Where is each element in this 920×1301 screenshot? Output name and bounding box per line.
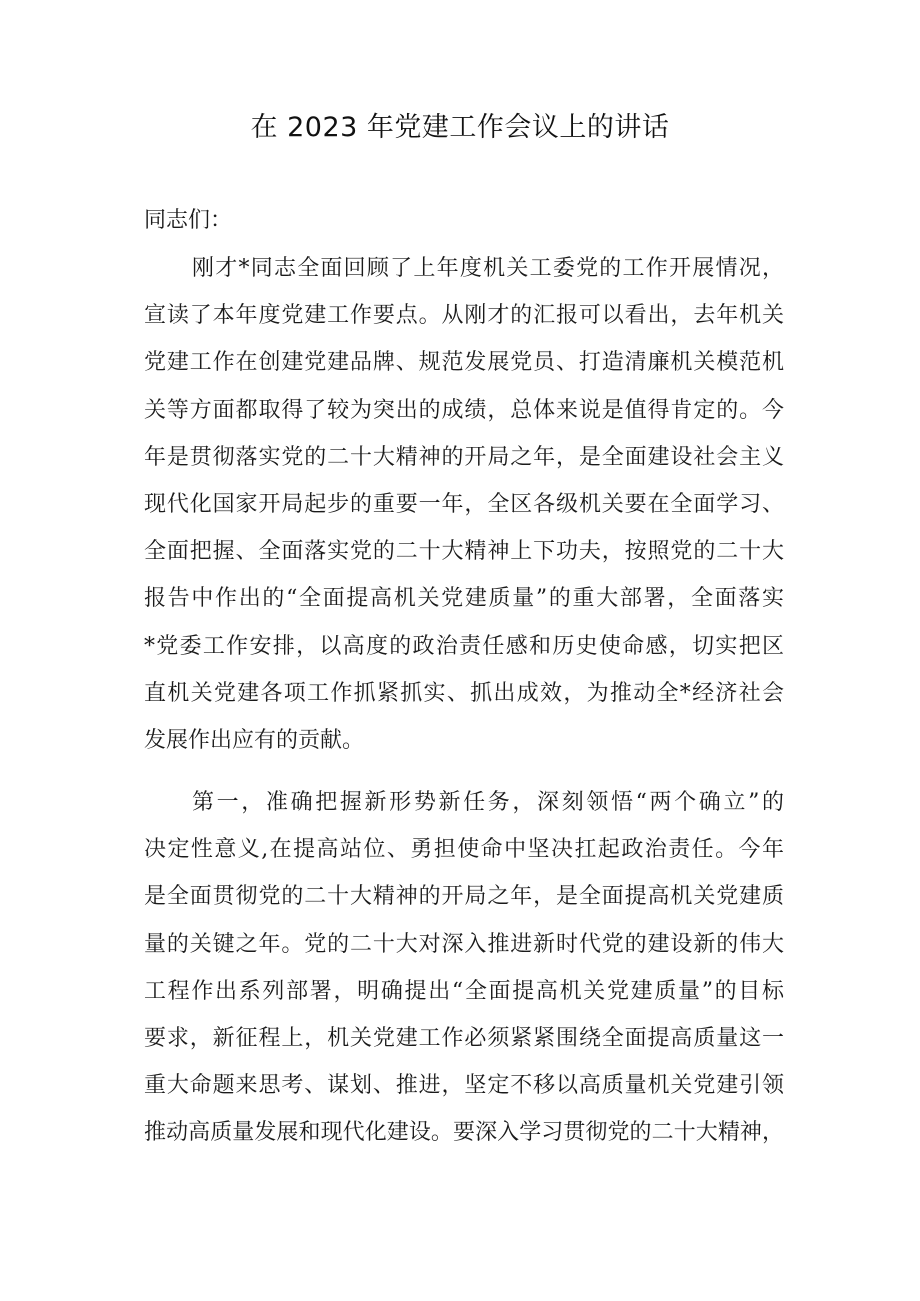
paragraph-line: 发展作出应有的贡献。 xyxy=(144,727,365,753)
paragraph-line: *党委工作安排，以高度的政治责任感和历史使命感，切实把区 xyxy=(144,633,784,659)
paragraph-line: 刚才*同志全面回顾了上年度机关工委党的工作开展情况， xyxy=(192,256,784,281)
paragraph-line: 宣读了本年度党建工作要点。从刚才的汇报可以看出，去年机关 xyxy=(144,303,784,329)
paragraph-line: 决定性意义,在提高站位、勇担使命中坚决扛起政治责任。今年 xyxy=(144,837,784,863)
paragraph-line: 推动高质量发展和现代化建设。要深入学习贯彻党的二十大精神， xyxy=(144,1120,784,1146)
paragraph-line: 要求，新征程上，机关党建工作必须紧紧围绕全面提高质量这一 xyxy=(144,1025,784,1051)
paragraph-line: 工程作出系列部署，明确提出“全面提高机关党建质量”的目标 xyxy=(144,978,784,1004)
paragraph-1 xyxy=(144,245,784,764)
paragraph-line: 重大命题来思考、谋划、推进，坚定不移以高质量机关党建引领 xyxy=(144,1073,784,1099)
paragraph-line: 是全面贯彻党的二十大精神的开局之年，是全面提高机关党建质 xyxy=(144,884,784,910)
paragraph-line: 直机关党建各项工作抓紧抓实、抓出成效，为推动全*经济社会 xyxy=(144,680,784,706)
paragraph-line: 量的关键之年。党的二十大对深入推进新时代党的建设新的伟大 xyxy=(144,931,784,957)
paragraph-line: 第一，准确把握新形势新任务，深刻领悟“两个确立”的 xyxy=(192,790,784,815)
salutation: 同志们： xyxy=(144,208,233,233)
paragraph-2 xyxy=(144,779,784,1157)
paragraph-line: 全面把握、全面落实党的二十大精神上下功夫，按照党的二十大 xyxy=(144,539,784,565)
paragraph-line: 党建工作在创建党建品牌、规范发展党员、打造清廉机关模范机 xyxy=(144,350,784,376)
paragraph-line: 现代化国家开局起步的重要一年，全区各级机关要在全面学习、 xyxy=(144,491,784,517)
paragraph-line: 关等方面都取得了较为突出的成绩，总体来说是值得肯定的。今 xyxy=(144,397,784,423)
document-title: 在 2023 年党建工作会议上的讲话 xyxy=(250,112,670,143)
paragraph-line: 报告中作出的“全面提高机关党建质量”的重大部署，全面落实 xyxy=(144,586,784,612)
paragraph-line: 年是贯彻落实党的二十大精神的开局之年，是全面建设社会主义 xyxy=(144,444,784,470)
